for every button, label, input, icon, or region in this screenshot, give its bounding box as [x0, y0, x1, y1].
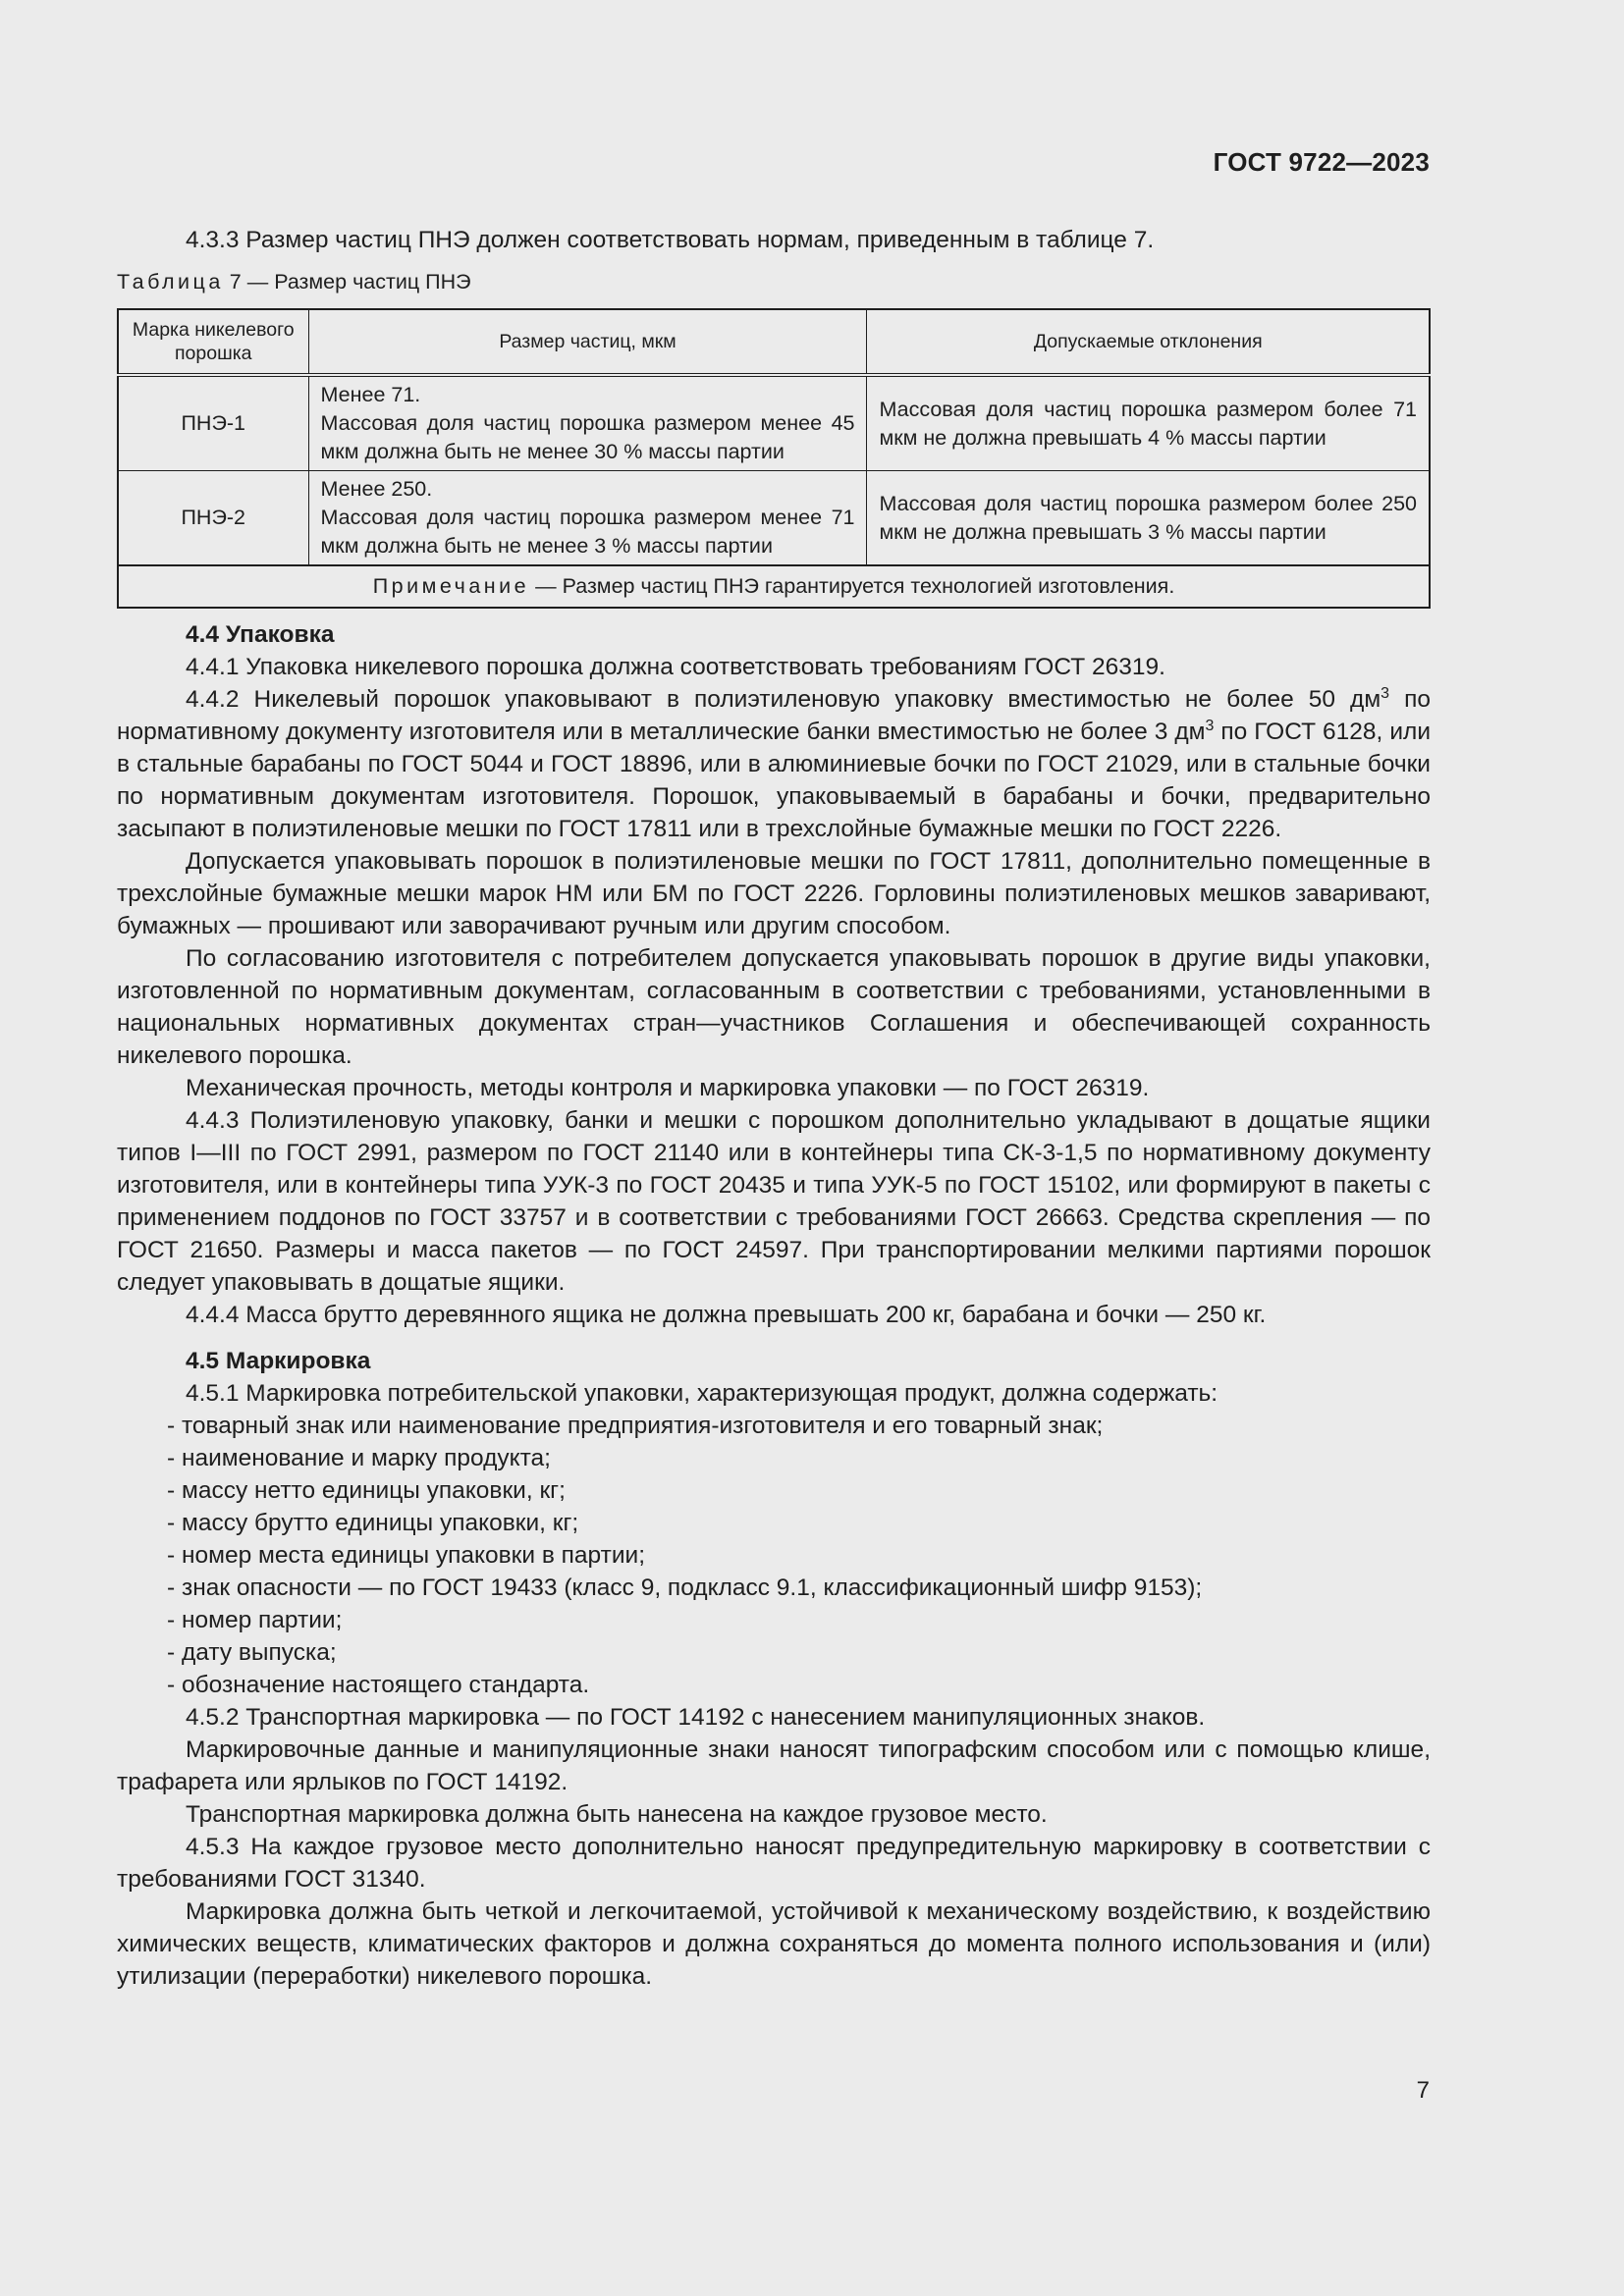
list-item: - массу брутто единицы упаковки, кг; [117, 1507, 1431, 1539]
table-caption [117, 266, 1431, 298]
cell-size-rest: Массовая доля частиц порошка размером менее 45 мкм должна быть не менее 30 % массы партии [320, 411, 855, 463]
paragraph-4-5-3: 4.5.3 На каждое грузовое место дополнительно наносят предупредительную маркировку в соответствии с требованиями ГОСТ 31340. [117, 1834, 1431, 1893]
paragraph-4-4-4: 4.4.4 Масса брутто деревянного ящика не должна превышать 200 кг, барабана и бочки — 250 кг. [186, 1302, 1267, 1328]
superscript-3: 3 [1205, 717, 1215, 734]
paragraph-allowed-packing: Допускается упаковывать порошок в полиэтиленовые мешки по ГОСТ 17811, дополнительно помещенные в трехслойные бумажные мешки марок НМ или БМ по ГОСТ 2226. Горловины полиэтиленовых мешков заваривают, бумажных — прошивают или заворачивают ручным или другим способом. [117, 848, 1431, 939]
cell-size [308, 471, 867, 566]
paragraph-4-5-1: 4.5.1 Маркировка потребительской упаковки, характеризующая продукт, должна содержать: [186, 1380, 1218, 1407]
table-caption-label: Таблица [117, 270, 224, 294]
marking-list [117, 1410, 1431, 1701]
p442-part-a: 4.4.2 Никелевый порошок упаковывают в полиэтиленовую упаковку вместимостью не более 50 дм [186, 686, 1381, 713]
paragraph-4-4-1: 4.4.1 Упаковка никелевого порошка должна соответствовать требованиям ГОСТ 26319. [186, 654, 1165, 680]
list-item: - массу нетто единицы упаковки, кг; [117, 1474, 1431, 1507]
section-heading-4-4: 4.4 Упаковка [186, 621, 335, 648]
table-row [118, 471, 1430, 566]
paragraph-4-4-3: 4.4.3 Полиэтиленовую упаковку, банки и мешки с порошком дополнительно укладывают в дощатые ящики типов I—III по ГОСТ 2991, размером по ГОСТ 21140 или в контейнеры типа СК-3-1,5 по нормативному документу изготовителя, или в контейнеры типа УУК-3 по ГОСТ 20435 и типа УУК-5 по ГОСТ 15102, или формируют в пакеты с применением поддонов по ГОСТ 33757 и в соответствии с требованиями ГОСТ 26663. Средства скрепления — по ГОСТ 21650. Размеры и масса пакетов — по ГОСТ 24597. При транспортировании мелкими партиями порошок следует упаковывать в дощатые ящики. [117, 1107, 1431, 1296]
table-note [118, 565, 1430, 608]
table-row [118, 375, 1430, 471]
cell-mark: ПНЭ-2 [118, 471, 308, 566]
table-note-row [118, 565, 1430, 608]
cell-deviation: Массовая доля частиц порошка размером более 250 мкм не должна превышать 3 % массы партии [867, 471, 1430, 566]
particle-size-table [117, 308, 1431, 609]
list-item: - номер партии; [117, 1604, 1431, 1636]
page-content [117, 224, 1431, 1993]
cell-size-first: Менее 71. [320, 383, 421, 406]
list-item: - дату выпуска; [117, 1636, 1431, 1669]
list-item: - знак опасности — по ГОСТ 19433 (класс 9, подкласс 9.1, классификационный шифр 9153); [117, 1572, 1431, 1604]
cell-mark: ПНЭ-1 [118, 375, 308, 471]
header-deviation: Допускаемые отклонения [867, 309, 1430, 375]
list-item: - товарный знак или наименование предприятия-изготовителя и его товарный знак; [117, 1410, 1431, 1442]
paragraph-mechanical: Механическая прочность, методы контроля и маркировка упаковки — по ГОСТ 26319. [186, 1075, 1150, 1101]
page-number: 7 [1416, 2077, 1430, 2104]
p442-part-b: по нормативному документу изготовителя или в металлические банки вместимостью не более 3 дм [117, 686, 1431, 745]
list-item: - обозначение настоящего стандарта. [117, 1669, 1431, 1701]
note-label: Примечание [372, 574, 530, 598]
cell-size-first: Менее 250. [320, 477, 433, 501]
paragraph-4-5-2: 4.5.2 Транспортная маркировка — по ГОСТ 14192 с нанесением манипуляционных знаков. [186, 1704, 1206, 1731]
paragraph-4-4-2 [117, 683, 1431, 845]
paragraph-4-3-3: 4.3.3 Размер частиц ПНЭ должен соответствовать нормам, приведенным в таблице 7. [186, 227, 1155, 253]
document-code: ГОСТ 9722—2023 [1213, 147, 1430, 177]
cell-size [308, 375, 867, 471]
cell-deviation: Массовая доля частиц порошка размером более 71 мкм не должна превышать 4 % массы партии [867, 375, 1430, 471]
paragraph-agreement: По согласованию изготовителя с потребителем допускается упаковывать порошок в другие виды упаковки, изготовленной по нормативным документам, согласованным в соответствии с требованиями, установленными в национальных нормативных документах стран—участников Соглашения и обеспечивающей сохранность никелевого порошка. [117, 945, 1431, 1069]
list-item: - наименование и марку продукта; [117, 1442, 1431, 1474]
superscript-3: 3 [1380, 684, 1390, 702]
header-mark: Марка никелевого порошка [118, 309, 308, 375]
table-caption-text: 7 — Размер частиц ПНЭ [229, 270, 471, 294]
note-text: — Размер частиц ПНЭ гарантируется технологией изготовления. [535, 574, 1175, 598]
section-heading-4-5: 4.5 Маркировка [186, 1348, 371, 1374]
header-size: Размер частиц, мкм [308, 309, 867, 375]
p442-part-c: по ГОСТ 6128, или в стальные барабаны по ГОСТ 5044 и ГОСТ 18896, или в алюминиевые бочки по ГОСТ 21029, или в стальные бочки по нормативным документам изготовителя. Порошок, упаковываемый в барабаны и бочки, предварительно засыпают в полиэтиленовые мешки по ГОСТ 17811 или в трехслойные бумажные мешки по ГОСТ 2226. [117, 719, 1432, 842]
cell-size-rest: Массовая доля частиц порошка размером менее 71 мкм должна быть не менее 3 % массы партии [320, 506, 855, 558]
paragraph-marking-data: Маркировочные данные и манипуляционные знаки наносят типографским способом или с помощью клише, трафарета или ярлыков по ГОСТ 14192. [117, 1736, 1431, 1795]
paragraph-transport: Транспортная маркировка должна быть нанесена на каждое грузовое место. [186, 1801, 1048, 1828]
list-item: - номер места единицы упаковки в партии; [117, 1539, 1431, 1572]
paragraph-clear-marking: Маркировка должна быть четкой и легкочитаемой, устойчивой к механическому воздействию, к воздействию химических веществ, климатических факторов и должна сохраняться до момента полного использования и (или) утилизации (переработки) никелевого порошка. [117, 1898, 1431, 1990]
table-header-row [118, 309, 1430, 375]
